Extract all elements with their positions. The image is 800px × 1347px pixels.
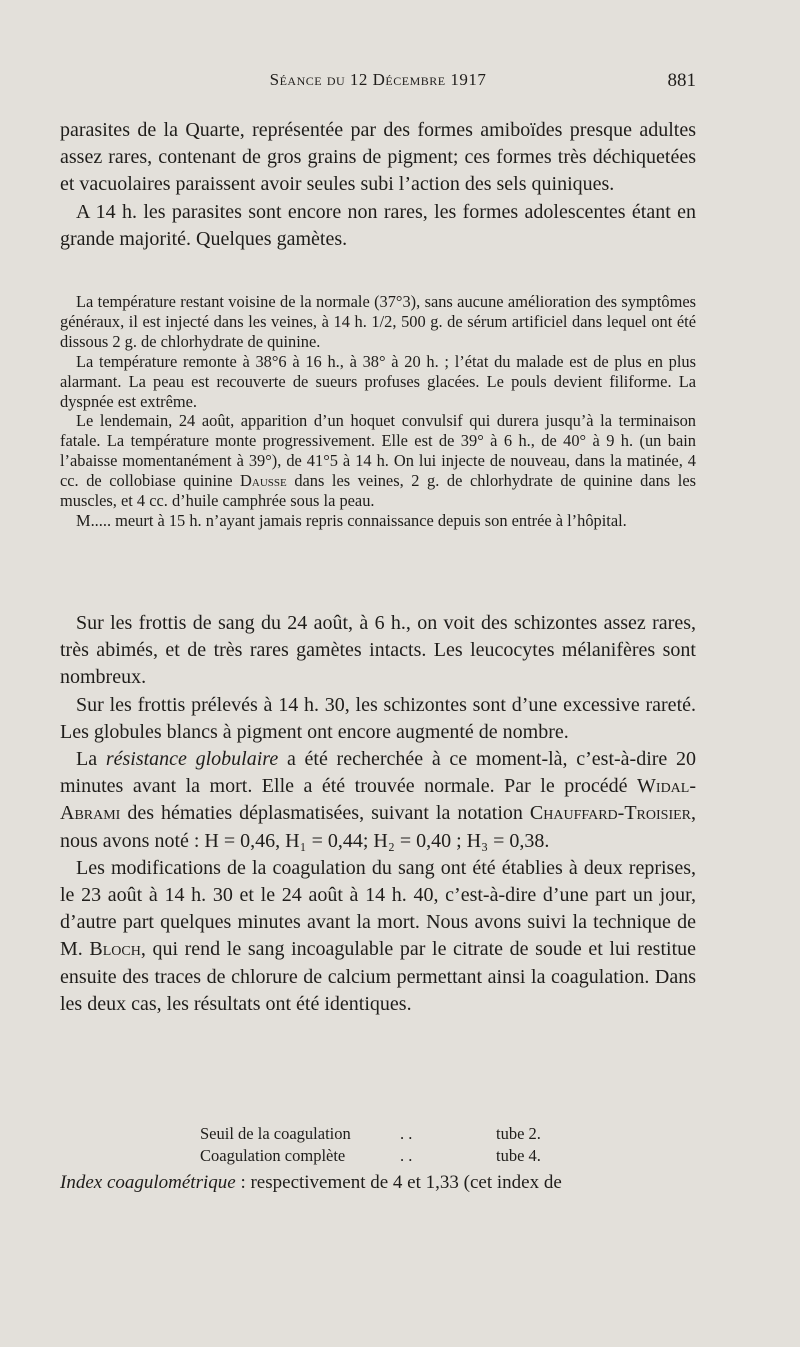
paragraph: Sur les frottis de sang du 24 août, à 6 h., on voit des schizontes assez rares, très abimés, et de très rares gamètes intacts. Les leucocytes mélanifères sont nombreux.: [60, 612, 696, 689]
text-run: des hématies déplasmatisées, suivant la notation: [127, 802, 523, 825]
page-number: 881: [667, 70, 696, 91]
text-run: Le lendemain, 24 août, apparition d’un hoquet convulsif qui durera jusqu’à la terminaison fatale. La température monte progressivement. Elle est de 39° à 6 h., de 40° à 9 h. (un bain l’abaisse momentanément à 39°), de 41°5 à 14 h. On lui injecte de nouveau, dans la matinée, 4 cc. de collobiase quinine: [60, 411, 696, 491]
text-run: Les modifications de la coagulation du sang ont été établies à deux reprises, le 23 août à 14 h. 30 et le 24 août à 14 h. 40, c’est-à-dire d’une part un jour, d’autre part quelques minutes avant la mort. Nous avons suivi la technique de M.: [60, 856, 696, 961]
closing-line: [60, 1172, 696, 1194]
leader-dots: . .: [400, 1124, 413, 1143]
author-name: Bloch: [89, 938, 141, 961]
row-label: Coagulation complète: [200, 1146, 346, 1165]
text-run: , nous avons noté : H = 0,46, H₁ = 0,44; H₂ = 0,40 ; H₃ = 0,38.: [60, 802, 696, 852]
paragraph: [60, 411, 696, 511]
table-row: [200, 1146, 620, 1168]
italic-term: résistance globulaire: [105, 748, 279, 771]
body-block-3: [60, 610, 696, 1018]
text-run: dans les veines, 2 g. de chlorhydrate de quinine dans les muscles, et 4 cc. d’huile camphrée sous la peau.: [60, 471, 696, 511]
paragraph: [60, 855, 696, 1018]
row-label: Seuil de la coagulation: [200, 1124, 351, 1143]
text-run: a été recherchée à ce moment-là, c’est-à-dire 20 minutes avant la mort. Elle a été trouvée normale. Par le procédé: [60, 748, 697, 798]
paragraph: [60, 746, 696, 855]
paragraph: La température restant voisine de la normale (37°3), sans aucune amélioration des symptômes généraux, il est injecté dans les veines, à 14 h. 1/2, 500 g. de sérum artificiel dans lequel ont été dissous 2 g. de chlorhydrate de quinine.: [60, 292, 696, 351]
leader-dots: . .: [400, 1146, 413, 1165]
row-value: tube 2.: [496, 1124, 541, 1143]
text-run: : respectivement de 4 et 1,33 (cet index de: [240, 1172, 562, 1193]
author-name: Chauffard-Troisier: [529, 802, 691, 825]
table-row: [200, 1124, 620, 1146]
paragraph: Sur les frottis prélevés à 14 h. 30, les schizontes sont d’une excessive rareté. Les globules blancs à pigment ont encore augmenté de nombre.: [60, 693, 696, 743]
page-header: [60, 70, 696, 100]
paragraph: M..... meurt à 15 h. n’ayant jamais repris connaissance depuis son entrée à l’hôpital.: [76, 510, 627, 530]
author-name: Widal-Abrami: [60, 775, 697, 825]
paragraph: La température remonte à 38°6 à 16 h., à 38° à 20 h. ; l’état du malade est de plus en plus alarmant. La peau est recouverte de sueurs profuses glacées. Le pouls devient filiforme. La dyspnée est extrême.: [60, 351, 696, 411]
text-run: , qui rend le sang incoagulable par le citrate de soude et lui restitue ensuite des traces de chlorure de calcium permettant ainsi la coagulation. Dans les deux cas, les résultats ont été identiques.: [60, 938, 697, 1015]
row-value: tube 4.: [496, 1146, 541, 1165]
text-run: La: [76, 748, 98, 771]
body-block-1: [60, 117, 696, 253]
paragraph: A 14 h. les parasites sont encore non rares, les formes adolescentes étant en grande majorité. Quelques gamètes.: [60, 200, 696, 250]
coagulation-table: [200, 1124, 620, 1168]
italic-term: Index coagulométrique: [60, 1172, 236, 1193]
running-title: Séance du 12 Décembre 1917: [269, 70, 487, 89]
body-block-2-small: [60, 292, 696, 531]
paragraph: parasites de la Quarte, représentée par des formes amiboïdes presque adultes assez rares, contenant de gros grains de pigment; ces formes très déchiquetées et vacuolaires paraissent avoir seules subi l’action des sels quiniques.: [60, 119, 696, 196]
author-name: Dausse: [240, 471, 287, 491]
